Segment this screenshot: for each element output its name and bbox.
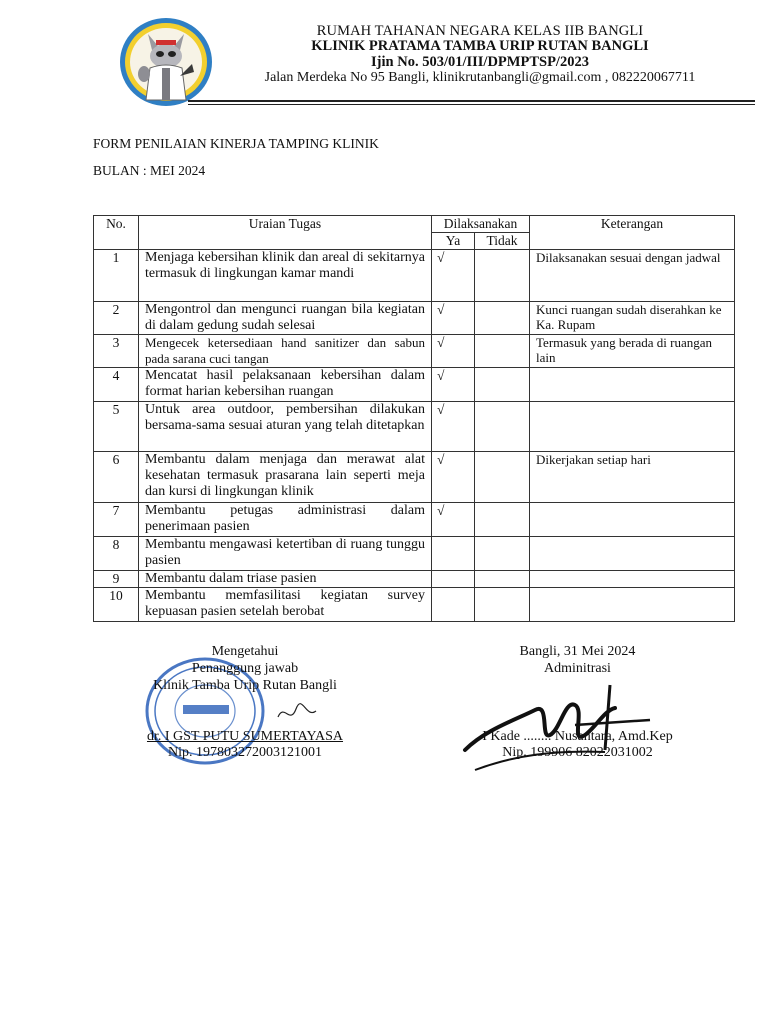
- row-note: [530, 571, 735, 588]
- row-tidak: [475, 335, 530, 368]
- row-tidak: [475, 402, 530, 452]
- letterhead-line-1: RUMAH TAHANAN NEGARA KELAS IIB BANGLI: [316, 23, 644, 39]
- sign-right-name: I Kade ........ Nusantara, Amd.Kep: [482, 729, 673, 744]
- mascot-logo-icon: [118, 16, 214, 108]
- row-number: 1: [94, 250, 139, 302]
- signature-right-icon: [455, 680, 655, 780]
- table-row: [94, 537, 735, 571]
- row-ya: [432, 588, 475, 622]
- row-note: [530, 588, 735, 622]
- table-row: [94, 302, 735, 335]
- row-task: Membantu mengawasi ketertiban di ruang tunggu pasien: [139, 537, 432, 571]
- sign-left-nip: Nip. 197803272003121001: [168, 745, 322, 760]
- table-row: [94, 368, 735, 402]
- table-row: [94, 452, 735, 503]
- row-note: Kunci ruangan sudah diserahkan ke Ka. Rupam: [530, 302, 735, 335]
- row-task: Membantu dalam menjaga dan merawat alat kesehatan termasuk prasarana lain seperti meja dan kursi di lingkungan klinik: [139, 452, 432, 503]
- row-ya: √: [432, 452, 475, 503]
- row-task: Mengecek ketersediaan hand sanitizer dan sabun pada sarana cuci tangan: [139, 335, 432, 368]
- row-ya: √: [432, 302, 475, 335]
- row-number: 6: [94, 452, 139, 503]
- row-note: [530, 368, 735, 402]
- table-row: [94, 335, 735, 368]
- sign-right-date: Bangli, 31 Mei 2024: [519, 644, 636, 659]
- table-row: [94, 402, 735, 452]
- row-tidak: [475, 302, 530, 335]
- row-ya: √: [432, 250, 475, 302]
- header-tidak: Tidak: [475, 233, 530, 250]
- row-number: 3: [94, 335, 139, 368]
- row-number: 4: [94, 368, 139, 402]
- row-ya: √: [432, 368, 475, 402]
- row-number: 5: [94, 402, 139, 452]
- row-task: Membantu dalam triase pasien: [139, 571, 432, 588]
- sign-right-nip: Nip. 199906 82022031002: [502, 745, 653, 760]
- sign-left-name: dr. I GST PUTU SUMERTAYASA: [146, 729, 344, 744]
- row-tidak: [475, 368, 530, 402]
- row-tidak: [475, 503, 530, 537]
- letterhead-clinic-name: KLINIK PRATAMA TAMBA URIP RUTAN BANGLI: [311, 38, 649, 54]
- letterhead-license: Ijin No. 503/01/III/DPMPTSP/2023: [371, 54, 589, 70]
- row-number: 10: [94, 588, 139, 622]
- row-number: 7: [94, 503, 139, 537]
- row-task: Membantu memfasilitasi kegiatan survey kepuasan pasien setelah berobat: [139, 588, 432, 622]
- row-ya: √: [432, 503, 475, 537]
- row-tidak: [475, 588, 530, 622]
- row-ya: √: [432, 402, 475, 452]
- table-row: [94, 588, 735, 622]
- row-number: 2: [94, 302, 139, 335]
- row-task: Mengontrol dan mengunci ruangan bila kegiatan di dalam gedung sudah selesai: [139, 302, 432, 335]
- row-number: 8: [94, 537, 139, 571]
- row-task: Mencatat hasil pelaksanaan kebersihan dalam format harian kebersihan ruangan: [139, 368, 432, 402]
- form-title: FORM PENILAIAN KINERJA TAMPING KLINIK: [93, 136, 379, 151]
- table-row: [94, 250, 735, 302]
- row-note: Dilaksanakan sesuai dengan jadwal: [530, 250, 735, 302]
- letterhead-rule-thick: [188, 100, 755, 102]
- row-note: [530, 537, 735, 571]
- row-task: Menjaga kebersihan klinik dan areal di sekitarnya termasuk di lingkungan kamar mandi: [139, 250, 432, 302]
- row-task: Untuk area outdoor, pembersihan dilakukan bersama-sama sesuai aturan yang telah ditetapkan: [139, 402, 432, 452]
- sign-left-line3: Klinik Tamba Urip Rutan Bangli: [153, 678, 337, 693]
- row-note: [530, 402, 735, 452]
- row-note: Termasuk yang berada di ruangan lain: [530, 335, 735, 368]
- row-tidak: [475, 537, 530, 571]
- signature-left-icon: [270, 697, 320, 727]
- header-done: Dilaksanakan: [432, 216, 530, 233]
- form-month: BULAN : MEI 2024: [93, 163, 206, 178]
- row-tidak: [475, 571, 530, 588]
- sign-right-role: Adminitrasi: [544, 661, 611, 676]
- row-ya: [432, 571, 475, 588]
- header-ya: Ya: [432, 233, 475, 250]
- header-no: No.: [94, 216, 139, 250]
- sign-left-line2: Penanggung jawab: [191, 661, 299, 676]
- sign-left-line1: Mengetahui: [211, 644, 279, 659]
- row-tidak: [475, 452, 530, 503]
- table-row: [94, 571, 735, 588]
- letterhead-rule-thin: [188, 104, 755, 105]
- row-ya: [432, 537, 475, 571]
- assessment-table: [93, 215, 735, 622]
- row-note: Dikerjakan setiap hari: [530, 452, 735, 503]
- row-note: [530, 503, 735, 537]
- letterhead-address: Jalan Merdeka No 95 Bangli, klinikrutanbangli@gmail.com , 082220067711: [264, 70, 696, 85]
- row-tidak: [475, 250, 530, 302]
- table-row: [94, 503, 735, 537]
- row-task: Membantu petugas administrasi dalam penerimaan pasien: [139, 503, 432, 537]
- header-note: Keterangan: [530, 216, 735, 250]
- row-ya: √: [432, 335, 475, 368]
- row-number: 9: [94, 571, 139, 588]
- header-task: Uraian Tugas: [139, 216, 432, 250]
